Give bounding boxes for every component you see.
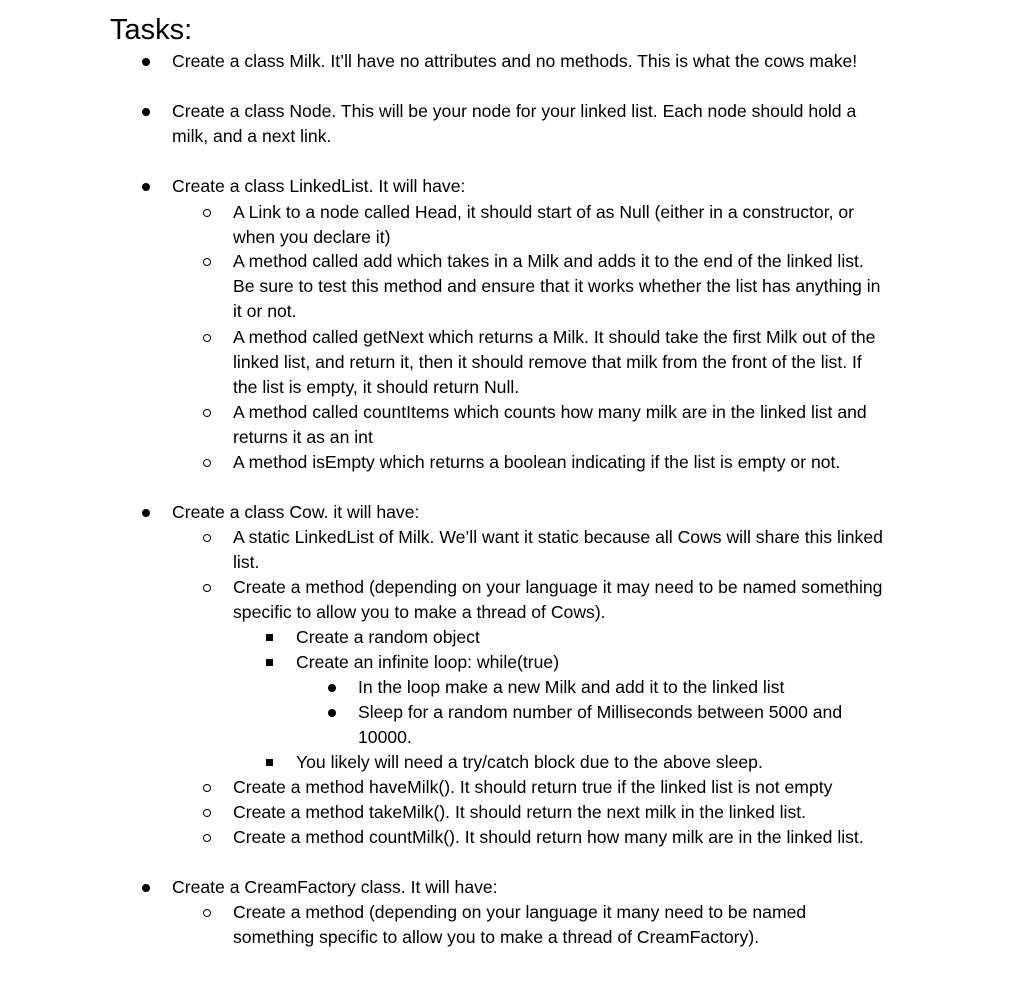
bullet-disc-icon bbox=[142, 58, 150, 66]
bullet-circle-icon bbox=[203, 809, 211, 817]
list-item-text-line: A method called getNext which returns a Milk. It should take the first Milk out of the bbox=[233, 327, 876, 347]
list-item-text-line: Create an infinite loop: while(true) bbox=[296, 652, 560, 672]
list-item-text-line: Create a method countMilk(). It should return how many milk are in the linked list. bbox=[233, 827, 864, 847]
list-item-text-line: linked list, and return it, then it should remove that milk from the front of the list. If bbox=[233, 352, 862, 372]
list-item-text-line: specific to allow you to make a thread of Cows). bbox=[233, 602, 606, 622]
list-item bbox=[233, 775, 832, 800]
list-item bbox=[233, 525, 883, 575]
list-item-text-line: Create a method takeMilk(). It should return the next milk in the linked list. bbox=[233, 802, 807, 822]
bullet-disc-icon bbox=[328, 709, 336, 717]
list-item-text-line: A method called countItems which counts how many milk are in the linked list and bbox=[233, 402, 867, 422]
list-item-text-line: A static LinkedList of Milk. We’ll want it static because all Cows will share this linked bbox=[233, 527, 883, 547]
list-item-text-line: Create a method (depending on your language it may need to be named something bbox=[233, 577, 883, 597]
list-item-text-line: something specific to allow you to make a thread of CreamFactory). bbox=[233, 927, 760, 947]
list-item bbox=[233, 575, 882, 625]
list-item-text-line: A method isEmpty which returns a boolean indicating if the list is empty or not. bbox=[233, 452, 841, 472]
list-item-text-line: A Link to a node called Head, it should start of as Null (either in a constructor, or bbox=[233, 202, 855, 222]
list-item bbox=[172, 49, 857, 74]
bullet-circle-icon bbox=[203, 209, 211, 217]
list-item-text-line: Create a random object bbox=[296, 627, 480, 647]
bullet-circle-icon bbox=[203, 534, 211, 542]
list-item bbox=[233, 825, 864, 850]
bullet-circle-icon bbox=[203, 258, 211, 266]
bullet-square-icon bbox=[266, 634, 273, 641]
bullet-circle-icon bbox=[203, 584, 211, 592]
page-title: Tasks: bbox=[110, 14, 193, 46]
list-item bbox=[233, 249, 880, 324]
list-item-text-line: Sleep for a random number of Milliseconds between 5000 and bbox=[358, 702, 843, 722]
list-item-text-line: 10000. bbox=[358, 727, 412, 747]
bullet-circle-icon bbox=[203, 459, 211, 467]
list-item-text-line: You likely will need a try/catch block due to the above sleep. bbox=[296, 752, 763, 772]
list-item bbox=[233, 900, 806, 950]
list-item bbox=[233, 400, 867, 450]
list-item bbox=[233, 200, 854, 250]
list-item-text-line: A method called add which takes in a Milk and adds it to the end of the linked list. bbox=[233, 251, 864, 271]
list-item-text-line: In the loop make a new Milk and add it to the linked list bbox=[358, 677, 785, 697]
list-item-text-line: Be sure to test this method and ensure that it works whether the list has anything in bbox=[233, 276, 881, 296]
list-item-text-line: Create a CreamFactory class. It will have: bbox=[172, 877, 498, 897]
list-item-text-line: Create a method haveMilk(). It should return true if the linked list is not empty bbox=[233, 777, 833, 797]
list-item-text-line: Create a method (depending on your language it many need to be named bbox=[233, 902, 807, 922]
list-item bbox=[172, 99, 856, 149]
list-item-text-line: returns it as an int bbox=[233, 427, 373, 447]
list-item bbox=[172, 500, 419, 525]
list-item bbox=[233, 325, 875, 400]
list-item-text-line: list. bbox=[233, 552, 260, 572]
list-item bbox=[296, 650, 559, 675]
bullet-disc-icon bbox=[142, 509, 150, 517]
list-item bbox=[358, 700, 842, 750]
list-item-text-line: it or not. bbox=[233, 301, 297, 321]
list-item bbox=[358, 675, 784, 700]
bullet-disc-icon bbox=[142, 108, 150, 116]
list-item-text-line: Create a class Cow. it will have: bbox=[172, 502, 420, 522]
bullet-circle-icon bbox=[203, 784, 211, 792]
bullet-square-icon bbox=[266, 659, 273, 666]
list-item bbox=[233, 450, 840, 475]
list-item-text-line: when you declare it) bbox=[233, 227, 391, 247]
bullet-disc-icon bbox=[142, 183, 150, 191]
list-item-text-line: Create a class Milk. It’ll have no attributes and no methods. This is what the cows make! bbox=[172, 51, 858, 71]
list-item bbox=[296, 750, 763, 775]
bullet-circle-icon bbox=[203, 409, 211, 417]
list-item-text-line: milk, and a next link. bbox=[172, 126, 332, 146]
bullet-disc-icon bbox=[328, 684, 336, 692]
list-item bbox=[172, 875, 498, 900]
bullet-square-icon bbox=[266, 759, 273, 766]
bullet-circle-icon bbox=[203, 909, 211, 917]
list-item-text-line: the list is empty, it should return Null. bbox=[233, 377, 520, 397]
list-item bbox=[233, 800, 806, 825]
list-item-text-line: Create a class Node. This will be your node for your linked list. Each node should hold a bbox=[172, 101, 857, 121]
bullet-circle-icon bbox=[203, 334, 211, 342]
bullet-circle-icon bbox=[203, 834, 211, 842]
bullet-disc-icon bbox=[142, 884, 150, 892]
list-item bbox=[296, 625, 480, 650]
list-item-text-line: Create a class LinkedList. It will have: bbox=[172, 176, 466, 196]
list-item bbox=[172, 174, 465, 199]
